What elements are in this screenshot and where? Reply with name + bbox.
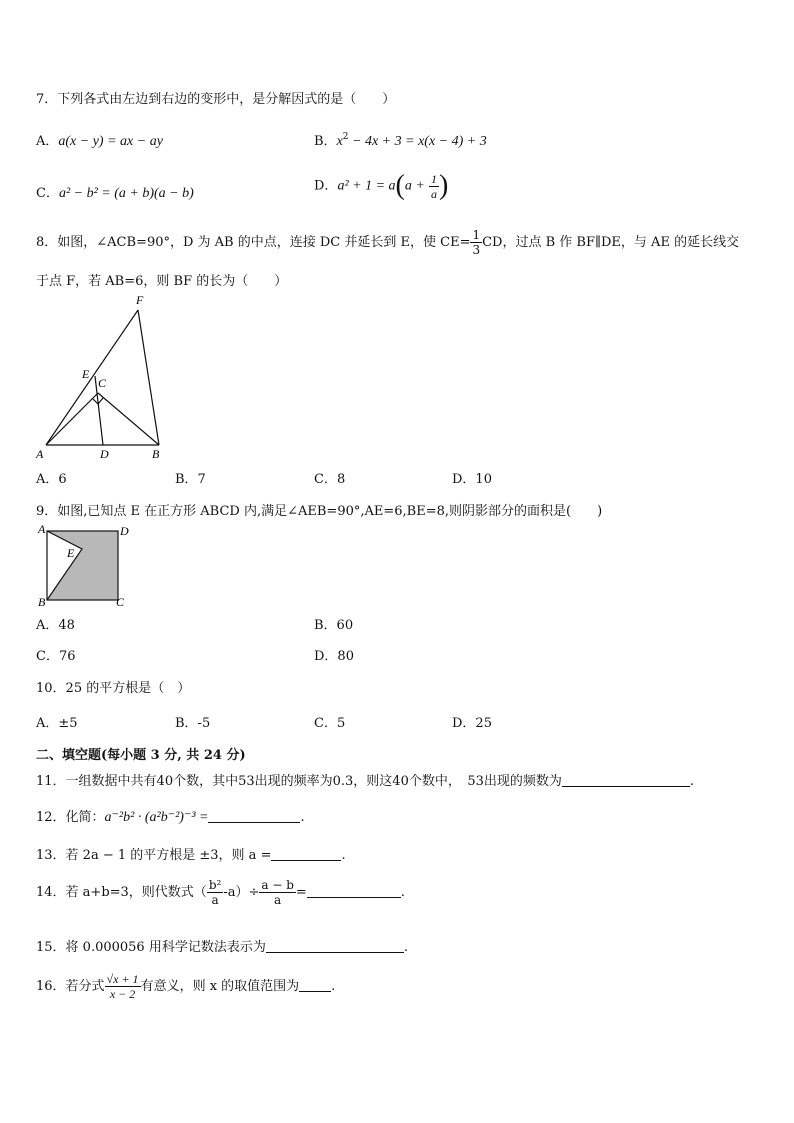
- q8-option-b[interactable]: B．7: [175, 472, 206, 487]
- label-b: B: [38, 595, 46, 609]
- q8-stem: 8．如图，∠ACB=90°，D 为 AB 的中点，连接 DC 并延长到 E，使 CE= $\frac{1}{3}$ CD，过点 B 作 BF∥DE，与 AE 的延长线交: [36, 228, 740, 257]
- q8-option-a[interactable]: A．6: [36, 472, 67, 487]
- label-b: B: [152, 447, 160, 461]
- q11-answer-blank[interactable]: [562, 774, 690, 787]
- q9-option-d[interactable]: D．80: [314, 649, 354, 664]
- q9-option-c[interactable]: C．76: [36, 649, 76, 664]
- q13: 13．若 2a − 1 的平方根是 ±3，则 a = .: [36, 848, 346, 863]
- q16-answer-blank[interactable]: [299, 979, 331, 992]
- q7-option-d[interactable]: D．a² + 1 = a(a + $\frac{1}{a}$ ): [314, 170, 449, 201]
- q13-answer-blank[interactable]: [271, 848, 341, 861]
- q9-stem: 9．如图,已知点 E 在正方形 ABCD 内,满足∠AEB=90°,AE=6,BE=8,则阴影部分的面积是( ): [36, 504, 603, 519]
- fraction: $\frac{√x + 1}{x - 2}$: [106, 972, 139, 1001]
- q8-triangle-figure: [30, 292, 180, 464]
- q14: 14．若 a+b=3，则代数式（ $\frac{\text{b²}}{a}$ -a）÷ $\frac{a - b}{a}$ = .: [36, 878, 405, 907]
- fraction: $\frac{1}{a}$: [430, 171, 437, 201]
- q12: 12．化简：a⁻²b² · (a²b⁻²)⁻³ = .: [36, 810, 305, 825]
- q8-stem-line2: 于点 F，若 AB=6，则 BF 的长为（ ）: [36, 274, 288, 289]
- fraction: $\frac{\text{b²}}{a}$: [208, 878, 222, 907]
- q10-option-d[interactable]: D．25: [452, 716, 492, 731]
- q7-option-c[interactable]: C．a² − b² = (a + b)(a − b): [36, 186, 194, 201]
- label-e: E: [67, 546, 75, 560]
- q10-option-b[interactable]: B．-5: [175, 716, 211, 731]
- label-d: D: [120, 524, 129, 538]
- q10-stem: 10．25 的平方根是（ ）: [36, 681, 191, 696]
- section-heading: 二、填空题(每小题 3 分, 共 24 分): [36, 748, 246, 763]
- q15-answer-blank[interactable]: [266, 940, 404, 953]
- q7-stem: 7．下列各式由左边到右边的变形中，是分解因式的是（ ）: [36, 92, 396, 107]
- label-d: D: [100, 447, 109, 461]
- fraction: $\frac{1}{3}$: [472, 228, 481, 257]
- q10-option-a[interactable]: A．±5: [36, 716, 78, 731]
- q12-answer-blank[interactable]: [208, 810, 300, 823]
- q14-answer-blank[interactable]: [307, 885, 401, 898]
- q8-option-d[interactable]: D．10: [452, 472, 492, 487]
- label-f: F: [136, 293, 144, 307]
- q9-option-b[interactable]: B．60: [314, 618, 354, 633]
- q7-option-b[interactable]: B．$x^2 - 4x + 3 = x(x - 4) + 3$: [314, 132, 487, 149]
- label-a: A: [36, 447, 44, 461]
- fraction: $\frac{a - b}{a}$: [261, 878, 294, 907]
- q11: 11．一组数据中共有40个数，其中53出现的频率为0.3，则这40个数中， 53出现的频数为 .: [36, 774, 695, 789]
- q7-option-a[interactable]: A．a(x − y) = ax − ay: [36, 134, 163, 149]
- q10-option-c[interactable]: C．5: [314, 716, 346, 731]
- superscript: 2: [342, 132, 349, 142]
- q9-option-a[interactable]: A．48: [36, 618, 75, 633]
- q8-option-c[interactable]: C．8: [314, 472, 346, 487]
- q15: 15．将 0.000056 用科学记数法表示为 .: [36, 940, 408, 955]
- label-c: C: [116, 595, 125, 609]
- q16: 16．若分式 $\frac{√x + 1}{x - 2}$ 有意义，则 x 的取值范围为 .: [36, 972, 336, 1001]
- q9-square-figure: [34, 522, 134, 610]
- label-c: C: [98, 376, 107, 390]
- label-a: A: [38, 522, 46, 536]
- label-e: E: [82, 367, 90, 381]
